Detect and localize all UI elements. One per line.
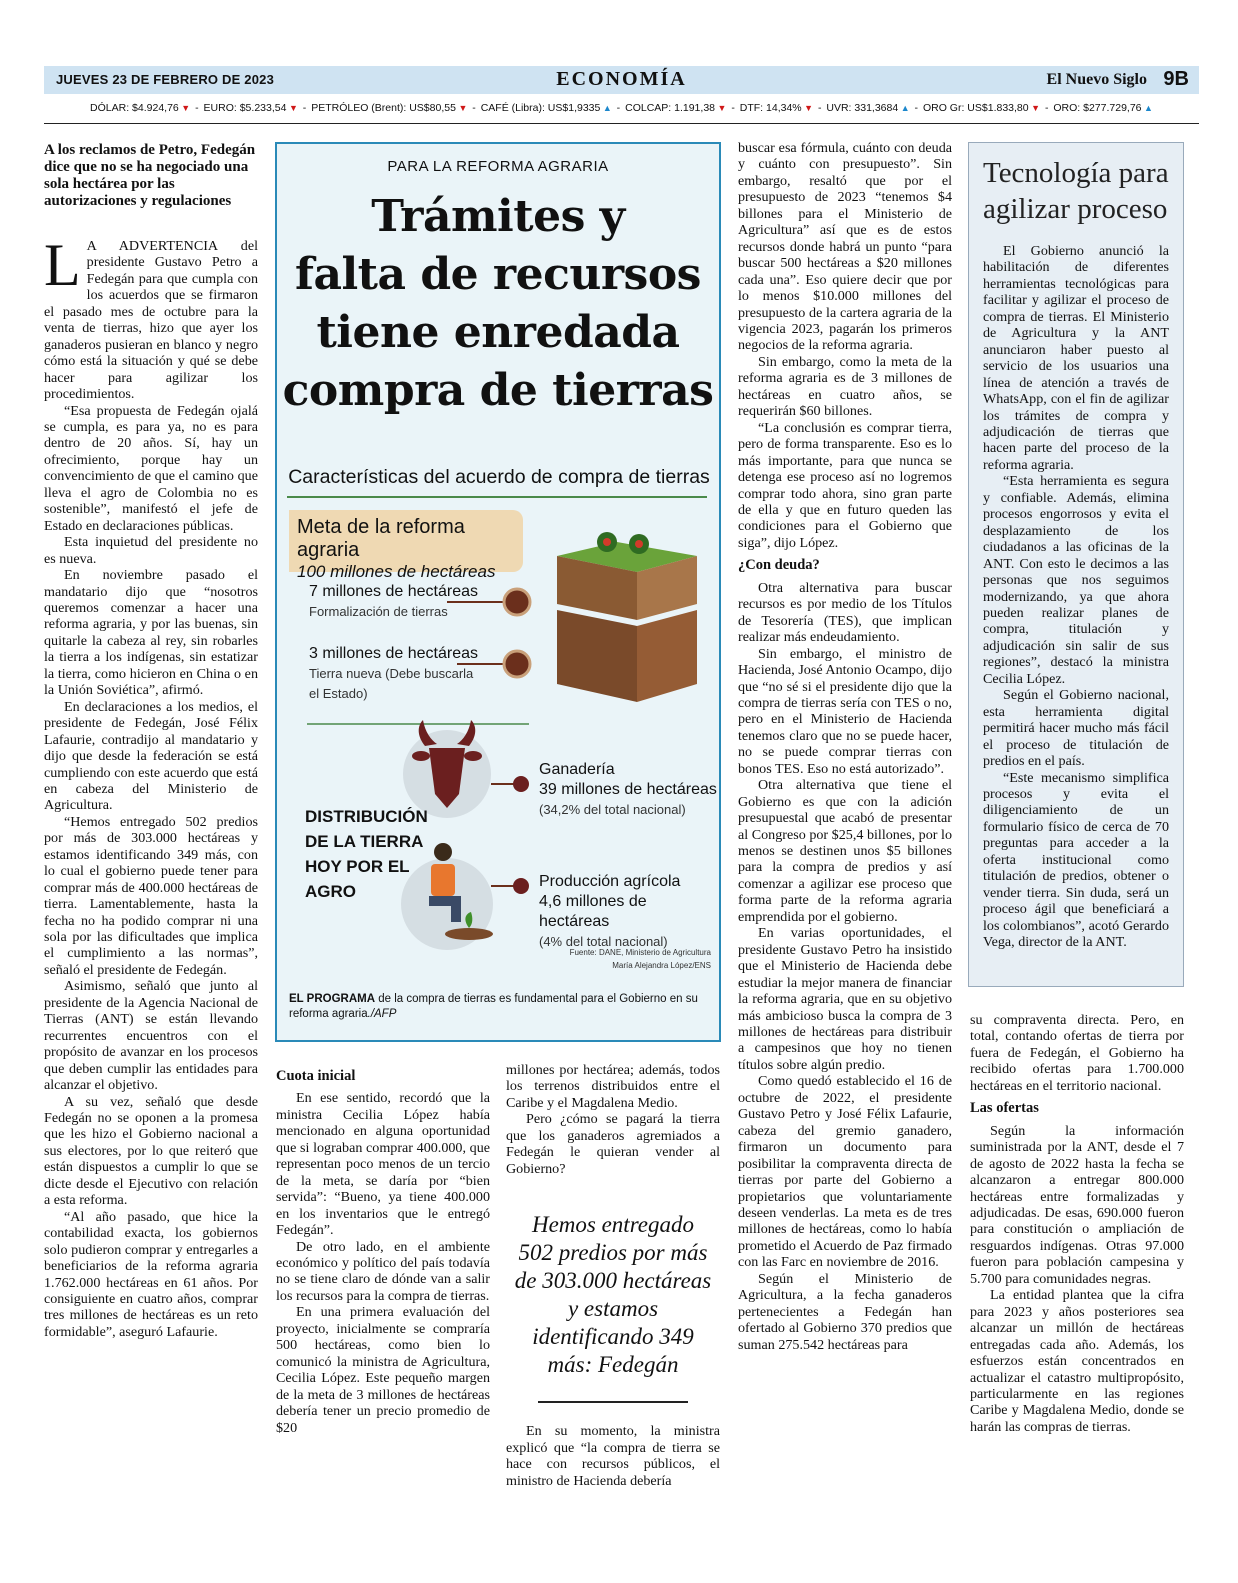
paragraph: “La conclusión es comprar tierra, pero de forma transparente. Eso es lo más importante, para que nunca se detenga ese proceso así no logremos comprar todo ahora, sino gran parte de ella y que en futuro queden las condiciones para el Gobierno que siga”, dijo López. bbox=[738, 419, 952, 551]
ticker-item: ORO Gr: US$1.833,80 ▼ bbox=[922, 102, 1041, 114]
infographic-subtitle: Características del acuerdo de compra de tierras bbox=[288, 466, 710, 488]
up-arrow-icon: ▲ bbox=[600, 103, 612, 113]
paragraph: Como quedó establecido el 16 de octubre de 2022, el presidente Gustavo Petro y José Félix Lafaurie, cabeza del gremio ganadero, firmaron un documento para posibilitar la compraventa directa de tierras por parte del Gobierno a propietarios que voluntariamente deseen venderlas. La meta es de tres millones de hectáreas, como lo había prometido el Acuerdo de Paz firmado con las Farc en noviembre de 2016. bbox=[738, 1073, 952, 1271]
paragraph: “Esta herramienta es segura y confiable. Además, elimina procesos engorrosos y evita el desplazamiento de los ciudadanos a las oficinas de la ANT. Con esto le decimos a las personas que nos seguimos modernizando, ya que ahora pueden realizar planes de compra, titulación y adjudicación sin salir de sus regiones”, destacó la ministra Cecilia López. bbox=[983, 473, 1169, 687]
paragraph: Pero ¿cómo se pagará la tierra que los ganaderos agremiados a Fedegán le quieran vender al Gobierno? bbox=[506, 1111, 720, 1177]
ticker-item: CAFÉ (Libra): US$1,9335 ▲ bbox=[480, 102, 612, 114]
cuota-body bbox=[276, 1090, 490, 1436]
header-rule bbox=[44, 123, 1199, 124]
ticker-item: UVR: 331,3684 ▲ bbox=[826, 102, 910, 114]
paragraph: A su vez, señaló que desde Fedegán no se oponen a la promesa que les hizo el Gobierno nacional a sus electores, por lo que reiteró que están dispuestos a cumplir lo que se dicte desde el Ejecutivo con relación a esta reforma. bbox=[44, 1093, 258, 1209]
subtitle-underline bbox=[287, 496, 707, 498]
ticker-item: EURO: $5.233,54 ▼ bbox=[203, 102, 298, 114]
subheading-cuota: Cuota inicial bbox=[276, 1068, 356, 1084]
lead-paragraph: L A ADVERTENCIA del presidente Gustavo Petro a Fedegán para que cumpla con los acuerdos que se firmaron el pasado mes de octubre para la venta de tierras, hizo que ayer los ganaderos pusieran en blanco y negro cómo está la situación y qué se debe hacer para agilizar los procedimientos. bbox=[44, 232, 258, 403]
ticker-item: COLCAP: 1.191,38 ▼ bbox=[625, 102, 727, 114]
subheading-ofertas: Las ofertas bbox=[970, 1100, 1039, 1117]
paragraph: “Esa propuesta de Fedegán ojalá se cumpla, es para ya, no es para dentro de 20 años. Sí, hay un ofrecimiento, porque hay un convencimiento de que el camino que lleva el agro de Colombia no es sostenible”, manifestó el jefe de Estado en declaraciones públicas. bbox=[44, 402, 258, 534]
article-deck: A los reclamos de Petro, Fedegán dice que no se ha negociado una sola hectárea por las autorizaciones y regulaciones bbox=[44, 142, 256, 209]
terrain-block-illustration bbox=[557, 532, 697, 702]
subheading-deuda: ¿Con deuda? bbox=[738, 557, 820, 574]
page-header bbox=[44, 66, 1199, 94]
distribution-title: DISTRIBUCIÓN DE LA TIERRA HOY POR EL AGRO bbox=[305, 807, 428, 901]
column-3-body bbox=[738, 140, 952, 551]
technology-sidebar bbox=[968, 142, 1184, 987]
meta-subtitle: 100 millones de hectáreas bbox=[297, 562, 496, 581]
formalizacion-label: 7 millones de hectáreas Formalización de tierras bbox=[309, 583, 478, 619]
paragraph: En varias oportunidades, el presidente Gustavo Petro ha insistido que el Ministerio de Hacienda debe estudiar la mejor manera de financiar la reforma agraria, que en su objetivo más ambicioso busca la compra de 3 millones de hectáreas para distribuir a campesinos que hoy no tienen títulos sobre algún predio. bbox=[738, 925, 952, 1073]
sidebar-body bbox=[983, 243, 1169, 950]
infographic-box bbox=[275, 142, 721, 1042]
paragraph: Sin embargo, como la meta de la reforma agraria es de 3 millones de hectáreas en cuatro años, se requerirán $60 billones. bbox=[738, 353, 952, 420]
article-column-cuota bbox=[276, 1062, 490, 1436]
ticker-separator: - bbox=[192, 102, 202, 114]
pull-quote: Hemos entregado 502 predios por más de 303.000 hectáreas y estamos identificando 349 más: Fedegán bbox=[514, 1212, 712, 1378]
pointer-ganaderia bbox=[491, 776, 529, 792]
agricola-label: Producción agrícola 4,6 millones de hectáreas (4% del total nacional) bbox=[539, 873, 681, 949]
paragraph: “Hemos entregado 502 predios por más de 303.000 hectáreas y estamos identificando 349 más, con lo cual el gobierno puede tener para comprar más de 400.000 hectáreas de tierra. Lamentablemente, hasta la fecha no ha podido comprar ni una sola por las dificultades que implica el cumplimiento a las normas”, señaló el presidente de Fedegán. bbox=[44, 813, 258, 978]
ticker-separator: - bbox=[815, 102, 825, 114]
deuda-body bbox=[738, 580, 952, 1353]
ganaderia-label: Ganadería 39 millones de hectáreas (34,2% del total nacional) bbox=[539, 761, 717, 817]
paragraph: En su momento, la ministra explicó que “la compra de tierra se hace con recursos públicos, el ministro de Hacienda debería bbox=[506, 1423, 720, 1489]
ticker-item: PETRÓLEO (Brent): US$80,55 ▼ bbox=[311, 102, 468, 114]
article-column-4 bbox=[970, 1012, 1184, 1435]
photo-caption: EL PROGRAMA de la compra de tierras es fundamental para el Gobierno en su reforma agraria./AFP bbox=[289, 993, 698, 1020]
paragraph: Asimismo, señaló que junto al presidente de la Agencia Nacional de Tierras (ANT) se están llevando recurrentes encuentros con el propósito de avanzar en los procesos que deben cumplir las entidades para alcanzar el objetivo. bbox=[44, 978, 258, 1094]
ticker-item: ORO: $277.729,76 ▲ bbox=[1053, 102, 1153, 114]
meta-title: Meta de la reforma agraria bbox=[297, 516, 465, 561]
up-arrow-icon: ▲ bbox=[898, 103, 910, 113]
ticker-separator: - bbox=[613, 102, 624, 114]
down-arrow-icon: ▼ bbox=[1028, 103, 1041, 113]
ofertas-body bbox=[970, 1123, 1184, 1436]
page-number: 9B bbox=[1163, 68, 1189, 90]
article-column-3 bbox=[738, 140, 952, 1353]
paragraph: millones por hectárea; además, todos los terrenos distribuidos entre el Caribe y el Magdalena Medio. bbox=[506, 1062, 720, 1111]
ticker-item: DTF: 14,34% ▼ bbox=[739, 102, 814, 114]
column-4-body bbox=[970, 1012, 1184, 1094]
paragraph: En ese sentido, recordó que la ministra Cecilia López había mencionado en alguna oportunidad que si lograban comprar 400.000, que representan poco menos de un tercio de la meta, se daría por “bien servida”: “Bueno, ya tiene 400.000 en los inventarios que le entregó Fedegán”. bbox=[276, 1090, 490, 1239]
paragraph: buscar esa fórmula, cuánto con deuda y cuánto con presupuesto”. Sin embargo, resaltó que por el presupuesto de 2023 “tenemos $4 billones para el Ministerio de Agricultura” así que es de estos recursos donde habrá un punto “para buscar 500 hectáreas a $20 millones cada una”. Eso quiere decir que por lo menos $10.000 millones del presupuesto de la cartera agraria de la vigencia 2023, pagarán los primeros negocios de la reforma agraria. bbox=[738, 140, 952, 354]
ticker-separator: - bbox=[728, 102, 738, 114]
ticker-separator: - bbox=[911, 102, 921, 114]
paragraph: Según el Gobierno nacional, esta herramienta digital permitirá hacer mucho más fácil el proceso de titulación de predios en el país. bbox=[983, 687, 1169, 770]
paragraph: En noviembre pasado el mandatario dijo que “nosotros queremos comenzar a hacer una reforma agraria, y por las buenas, sin quitarle la cabeza al rey, sin robarles la tierra a los indígenas, sin estatizar la tierra, como hicieron en China o en la Unión Soviética”, afirmó. bbox=[44, 567, 258, 699]
paragraph: “Al año pasado, que hice la contabilidad exacta, los gobiernos solo pudieron comprar y entregarles a beneficiarios de la reforma agraria 1.762.000 hectáreas en 61 años. Por consiguiente en cuatro años, comprar tres millones de hectáreas es un reto formidable”, aseguró Lafaurie. bbox=[44, 1208, 258, 1340]
ticker-item: DÓLAR: $4.924,76 ▼ bbox=[90, 102, 191, 114]
paragraph: Otra alternativa para buscar recursos es por medio de los Títulos de Tesorería (TES), que implican realizar más endeudamiento. bbox=[738, 579, 952, 646]
paragraph: “Este mecanismo simplifica procesos y evita el diligenciamiento de un formulario físico de cerca de 70 preguntas para acceder a la oferta institucional como titulación de predios, obtener o vender tierra. Sin duda, será un proceso ágil que beneficiará a los colombianos”, acotó Gerardo Vega, director de la ANT. bbox=[983, 769, 1169, 951]
paragraph: El Gobierno anunció la habilitación de diferentes herramientas tecnológicas para facilitar y agilizar el proceso de compra de tierras. El Ministerio de Agricultura y la ANT anunciaron haber puesto al servicio de los usuarios una línea de atención a través de WhatsApp, con el fin de agilizar los trámites de compra y adjudicación de tierras que hacen parte del proceso de la reforma agraria. bbox=[983, 243, 1169, 473]
dropcap: L bbox=[44, 232, 81, 298]
meta-box bbox=[289, 510, 523, 581]
pointer-agricola bbox=[491, 878, 529, 894]
paragraph: En una primera evaluación del proyecto, inicialmente se compraría 500 hectáreas, como bien lo comunicó la ministra de Agricultura, Cecilia López. Este pequeño margen de la meta de 3 millones de hectáreas debería tener un precio promedio de $20 bbox=[276, 1304, 490, 1436]
paragraph: De otro lado, en el ambiente económico y político del país todavía no se tiene claro de dónde van a salir los recursos para la compra de tierras. bbox=[276, 1238, 490, 1304]
down-arrow-icon: ▼ bbox=[715, 103, 727, 113]
paragraph: Otra alternativa que tiene el Gobierno es que con la adición presupuestal que acabó de presentar al Congreso por $25,4 billones, por lo menos se destinen unos $5 billones para la compra de predios y así comenzar a agilizar ese proceso que forma parte de la reforma agraria emprendida por el gobierno. bbox=[738, 777, 952, 925]
paragraph: Según la información suministrada por la ANT, desde el 7 de agosto de 2022 hasta la fecha se alcanzaron a entregar 800.000 hectáreas entre formalizadas y adjudicadas. De esas, 690.000 fueron para constitución o ampliación de resguardos indígenas. Otras 97.000 fueron para población campesina y 5.700 para comunidades negras. bbox=[970, 1122, 1184, 1287]
column-1-body bbox=[44, 403, 258, 1341]
sidebar-title: Tecnología para agilizar proceso bbox=[983, 157, 1169, 225]
paragraph: En declaraciones a los medios, el presidente de Fedegán, José Félix Lafaurie, contradijo al mandatario y dijo que desde la federación se está cumpliendo con este acuerdo que está en cabeza del Ministerio de Agricultura. bbox=[44, 698, 258, 814]
newspaper-brand: El Nuevo Siglo bbox=[1046, 71, 1147, 88]
ticker-separator: - bbox=[469, 102, 479, 114]
mid-bottom-body bbox=[506, 1423, 720, 1489]
paragraph: La entidad plantea que la cifra para 2023 y años posteriores sea alcanzar un millón de hectáreas entregadas cada año. Además, los esfuerzos están concentrados en actualizar el catastro multipropósito, particularmente en las regiones Caribe y Magdalena Medio, donde se harán las compras de tierras. bbox=[970, 1287, 1184, 1435]
section-name: ECONOMÍA bbox=[556, 68, 687, 90]
down-arrow-icon: ▼ bbox=[178, 103, 191, 113]
paragraph: Esta inquietud del presidente no es nueva. bbox=[44, 534, 258, 567]
pull-quote-rule bbox=[538, 1401, 688, 1403]
headline: Trámites y falta de recursos tiene enredada compra de tierras bbox=[282, 191, 714, 416]
down-arrow-icon: ▼ bbox=[286, 103, 298, 113]
infographic-kicker: PARA LA REFORMA AGRARIA bbox=[387, 158, 609, 175]
paragraph: Sin embargo, el ministro de Hacienda, José Antonio Ocampo, dijo que “no sé si el presidente dijo que la compra de tierras sería con TES o no, pero en el Ministerio de Hacienda tenemos claro que no se puede hacer, no se puede comprar tierras con bonos TES. Eso no está autorizado”. bbox=[738, 645, 952, 777]
paragraph: Según el Ministerio de Agricultura, a la fecha ganaderos pertenecientes a Fedegán han ofertado al Gobierno 370 predios que suman 275.542 hectáreas para bbox=[738, 1270, 952, 1353]
issue-date: JUEVES 23 DE FEBRERO DE 2023 bbox=[56, 72, 275, 87]
ticker-separator: - bbox=[1042, 102, 1052, 114]
infographic-source: Fuente: DANE, Ministerio de Agricultura María Alejandra López/ENS bbox=[569, 948, 711, 970]
paragraph: su compraventa directa. Pero, en total, contando ofertas de tierra por fuera de Fedegán, el Gobierno ha recibido ofertas para 1.700.000 hectáreas en el territorio nacional. bbox=[970, 1012, 1184, 1094]
market-ticker bbox=[44, 102, 1199, 114]
down-arrow-icon: ▼ bbox=[801, 103, 814, 113]
ticker-separator: - bbox=[299, 102, 310, 114]
down-arrow-icon: ▼ bbox=[455, 103, 468, 113]
article-column-mid bbox=[506, 1062, 720, 1489]
article-column-1 bbox=[44, 142, 258, 1340]
up-arrow-icon: ▲ bbox=[1141, 103, 1153, 113]
mid-top-body bbox=[506, 1062, 720, 1177]
tierra-nueva-label: 3 millones de hectáreas Tierra nueva (Debe buscarla el Estado) bbox=[309, 645, 478, 701]
